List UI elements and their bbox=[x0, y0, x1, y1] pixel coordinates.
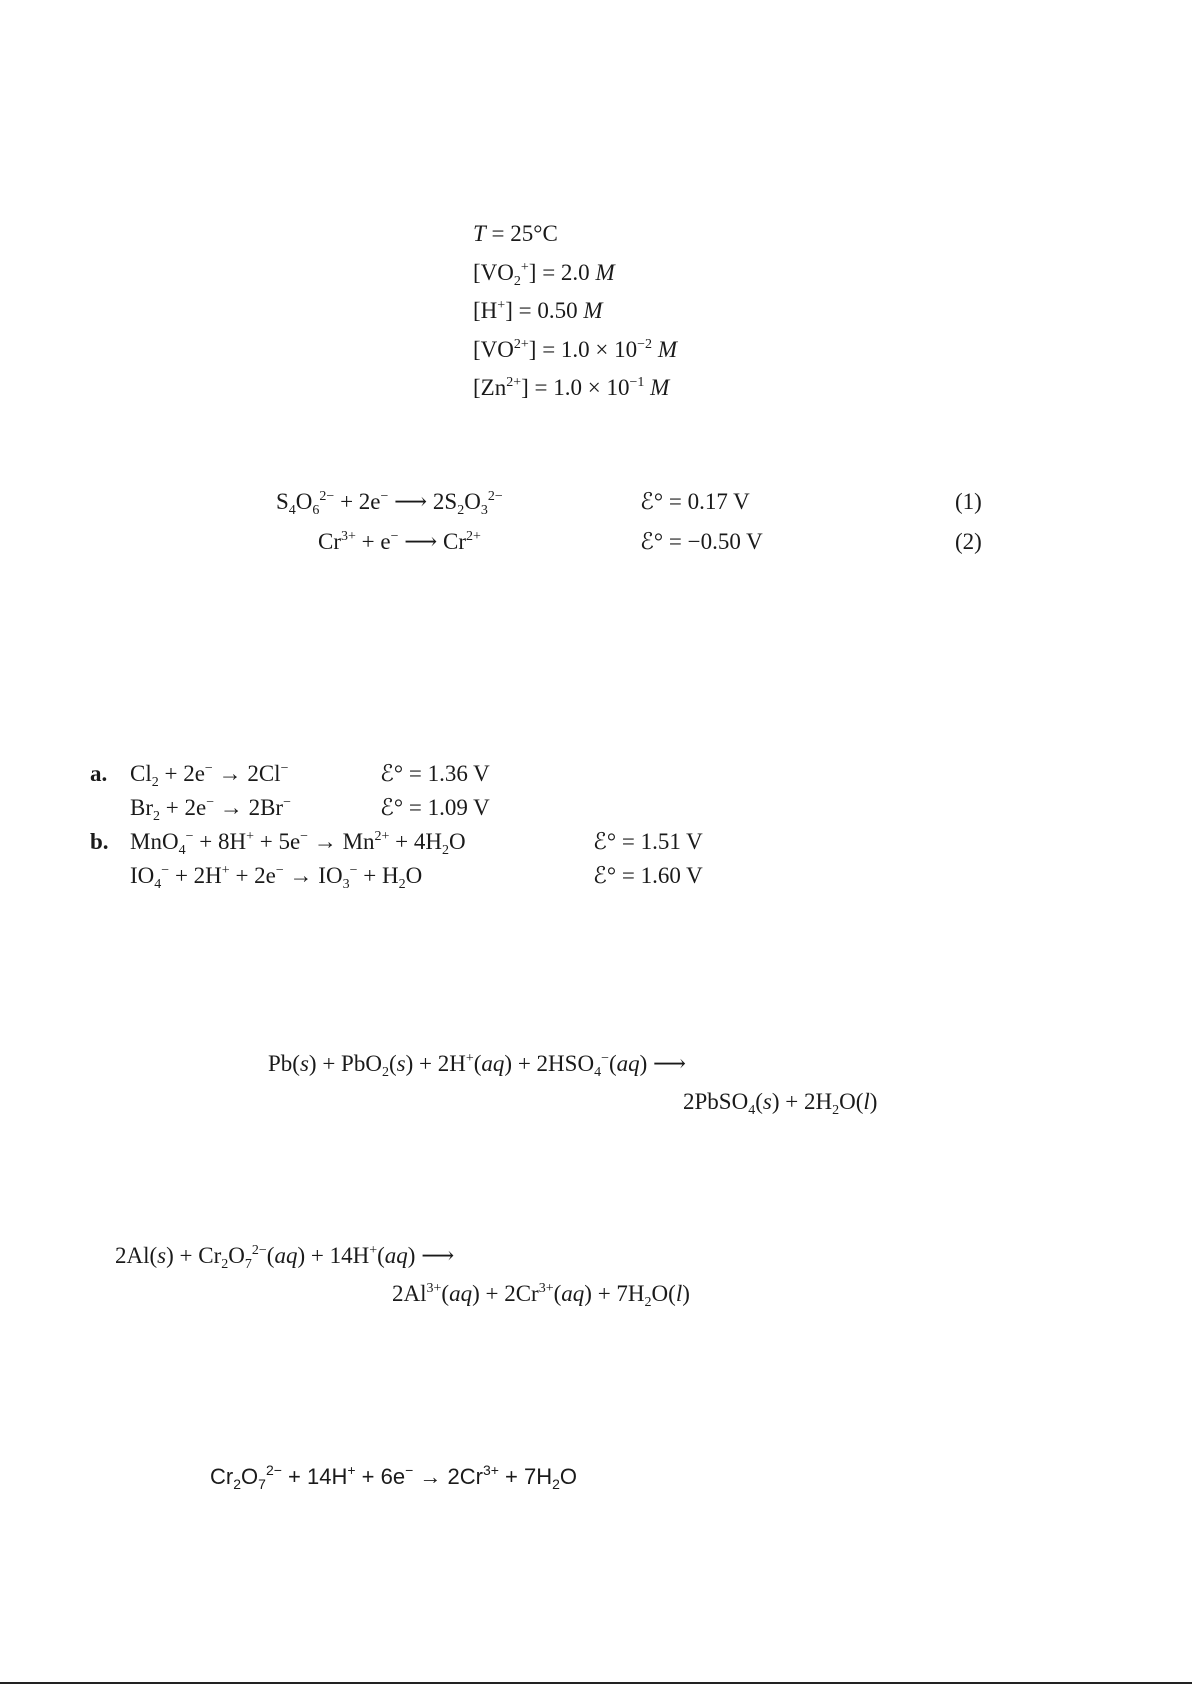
part-a-label: a. bbox=[90, 761, 108, 786]
temperature-line: T = 25°C bbox=[473, 221, 558, 246]
lead-reaction-line-2: 2PbSO$_4$(s) + $2H_2O(l)$ bbox=[683, 1089, 878, 1118]
reaction-2-number: (2) bbox=[955, 529, 982, 554]
part-a-line-1: $Cl_2 + 2e^- \to 2Cl^-$ bbox=[130, 761, 289, 790]
zn-2plus-concentration: $[Zn^{2+}] = 1.0 \times 10^{-1}$ M bbox=[473, 375, 670, 400]
part-b-line-1-potential: ℰ° = 1.51 V bbox=[593, 829, 703, 854]
reaction-2-potential: ℰ° = −0.50 V bbox=[640, 529, 763, 554]
alum-reaction-line-2: $2Al^{3+}(aq) + 2Cr^{3+}(aq) + 7H_2O(l)$ bbox=[392, 1281, 690, 1310]
part-b-line-2-potential: ℰ° = 1.60 V bbox=[593, 863, 703, 888]
part-b-line-1: $MnO_4^- + 8H^+ + 5e^- \to Mn^{2+} + 4H_2O$ bbox=[130, 829, 466, 858]
reaction-1: $S_4O_6^{2-} + 2e^-$ ⟶ $2S_2O_3^{2-}$ bbox=[276, 489, 503, 518]
part-a-line-2: $Br_2 + 2e^- \to 2Br^-$ bbox=[130, 795, 291, 824]
h-plus-concentration: [H+] = 0.50 M bbox=[473, 298, 603, 323]
dichromate-half-reaction: $Cr_2O_7^{2-} + 14H^+ + 6e^- \to 2Cr^{3+} + 7H_2O$ bbox=[210, 1462, 578, 1492]
part-a-line-2-potential: ℰ° = 1.09 V bbox=[380, 795, 490, 820]
part-b-label: b. bbox=[90, 829, 109, 854]
vo-2plus-concentration: $[VO^{2+}] = 1.0 \times 10^{-2}$ M bbox=[473, 337, 677, 362]
vo2-plus-concentration: $[VO_2^+] = 2.0$ M bbox=[473, 260, 615, 289]
lead-reaction-line-1: $Pb(s) + PbO_2(s) + 2H^+(aq) + 2HSO_4^-(aq)$ ⟶ bbox=[268, 1051, 687, 1080]
reaction-2: $Cr^{3+} + e^-$ ⟶ $Cr^{2+}$ bbox=[318, 529, 481, 554]
reaction-1-potential: ℰ° = 0.17 V bbox=[640, 489, 750, 514]
reaction-1-number: (1) bbox=[955, 489, 982, 514]
alum-reaction-line-1: $2Al(s) + Cr_2O_7^{2-}(aq) + 14H^+(aq)$ ⟶ bbox=[115, 1243, 455, 1272]
part-b-line-2: $IO_4^- + 2H^+ + 2e^- \to IO_3^- + H_2O$ bbox=[130, 863, 423, 892]
part-a-line-1-potential: ℰ° = 1.36 V bbox=[380, 761, 490, 786]
